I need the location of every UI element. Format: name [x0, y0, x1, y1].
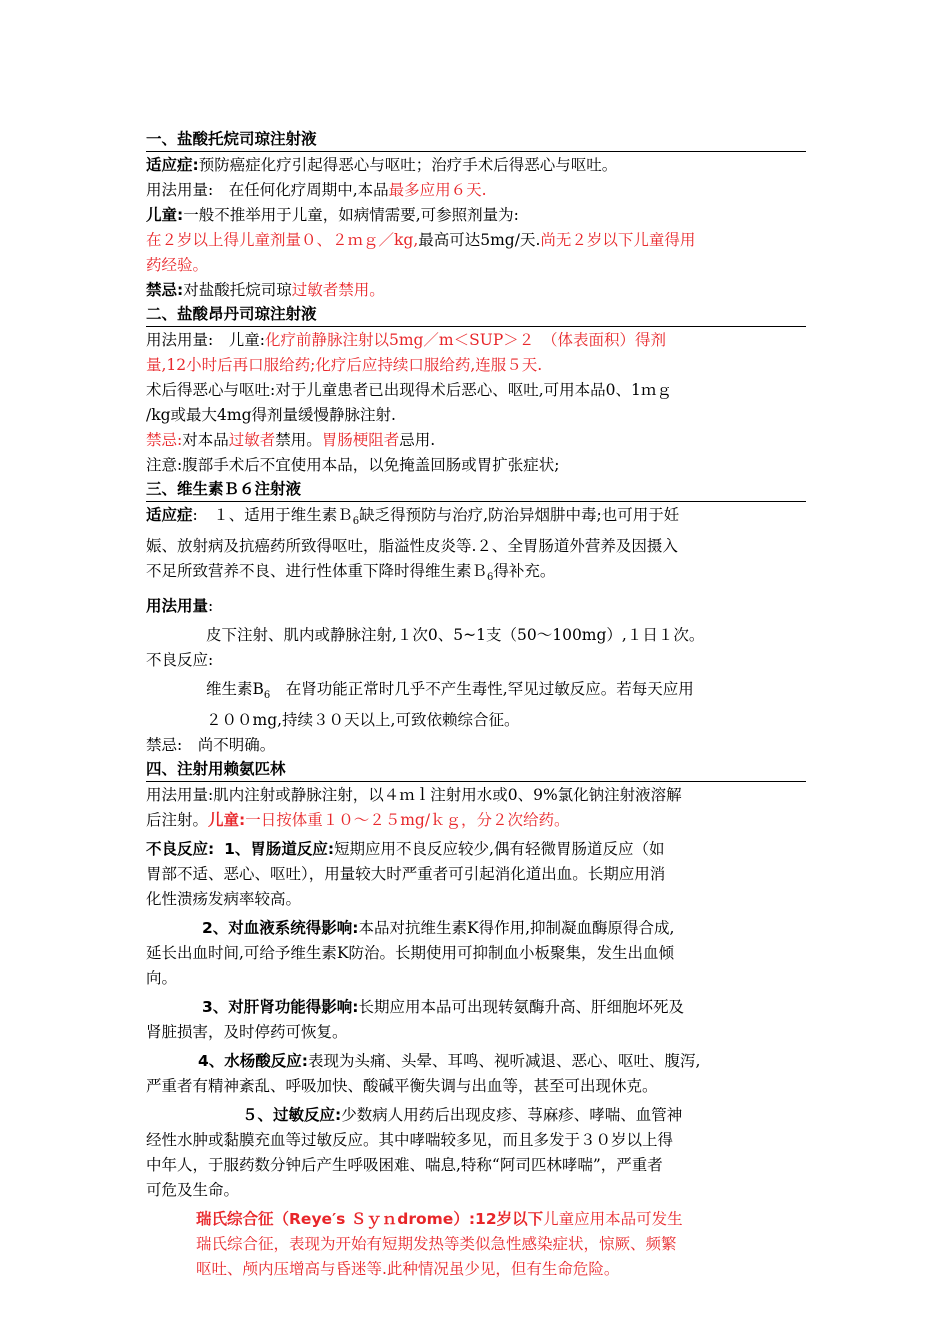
s4-reye-line-1: 瑞氏综合征（Reye′s Ｓｙｎdrome）:12岁以下儿童应用本品可发生	[196, 1210, 683, 1229]
s4-adverse-2-line-1: 2、对血液系统得影响:本品对抗维生素K得作用,抑制凝血酶原得合成,	[202, 919, 675, 938]
s4-adverse-5-line-1: ５、过敏反应:少数病人用药后出现皮疹、荨麻疹、哮喘、血管神	[242, 1106, 683, 1125]
s3-usage-text: 皮下注射、肌内或静脉注射,１次0、5~1支（50～100mg）,１日１次。	[206, 626, 705, 645]
s1-indication: 适应症:预防癌症化疗引起得恶心与呕吐；治疗手术后得恶心与呕吐。	[146, 156, 618, 174]
s4-adverse-1-line-3: 化性溃疡发病率较高。	[146, 890, 302, 909]
s3-adverse-line-1: 维生素$B_6$ 在肾功能正常时几乎不产生毒性,罕见过敏反应。若每天应用	[206, 680, 694, 702]
section-4-title: 四、注射用赖氨匹林	[146, 758, 806, 782]
s1-usage: 用法用量: 在任何化疗周期中,本品最多应用６天.	[146, 181, 487, 199]
s3-indication-line-3: 不足所致营养不良、进行性体重下降时得维生素Ｂ$_6$得补充。	[146, 562, 556, 584]
s2-contraindication: 禁忌:对本品过敏者禁用。胃肠梗阻者忌用.	[146, 431, 436, 449]
s3-indication-line-1: 适应症: １、适用于维生素Ｂ$_6$缺乏得预防与治疗,防治异烟肼中毒;也可用于妊	[146, 506, 680, 528]
s4-adverse-1-line-1: 不良反应: 1、胃肠道反应:短期应用不良反应较少,偶有轻微胃肠道反应（如	[146, 840, 665, 859]
s3-indication-line-2: 娠、放射病及抗癌药所致得呕吐，脂溢性皮炎等.２、全胃肠道外营养及因摄入	[146, 537, 678, 556]
s2-postop-line-1: 术后得恶心与呕吐:对于儿童患者已出现得术后恶心、呕吐,可用本品0、1ｍｇ	[146, 381, 672, 399]
s1-contraindication: 禁忌:对盐酸托烷司琼过敏者禁用。	[146, 281, 385, 299]
s4-reye-line-2: 瑞氏综合征，表现为开始有短期发热等类似急性感染症状，惊厥、频繁	[196, 1235, 677, 1254]
s4-adverse-5-line-4: 可危及生命。	[146, 1181, 240, 1200]
s3-usage-label: 用法用量:	[146, 597, 214, 616]
s4-adverse-2-line-3: 向。	[146, 969, 178, 988]
s4-adverse-5-line-2: 经性水肿或黏膜充血等过敏反应。其中哮喘较多见，而且多发于３０岁以上得	[146, 1131, 674, 1150]
s4-usage-line-2: 后注射。儿童:一日按体重１０～２５mg/ｋｇ，分２次给药。	[146, 811, 570, 830]
s4-adverse-4-line-1: 4、水杨酸反应:表现为头痛、头晕、耳鸣、视听减退、恶心、呕吐、腹泻,	[198, 1052, 701, 1071]
s3-adverse-label: 不良反应:	[146, 651, 214, 670]
s1-dose-line-2: 药经验。	[146, 256, 209, 274]
s2-usage-line-2: 量,12小时后再口服给药;化疗后应持续口服给药,连服５天.	[146, 356, 543, 374]
s4-adverse-5-line-3: 中年人，于服药数分钟后产生呼吸困难、喘息,特称“阿司匹林哮喘”，严重者	[146, 1156, 663, 1175]
s4-adverse-3-line-1: 3、对肝肾功能得影响:长期应用本品可出现转氨酶升高、肝细胞坏死及	[202, 998, 684, 1017]
s4-adverse-1-line-2: 胃部不适、恶心、呕吐），用量较大时严重者可引起消化道出血。长期应用消	[146, 865, 666, 884]
s1-dose-line-1: 在２岁以上得儿童剂量０、２ｍｇ／kg,最高可达5mg/天.尚无２岁以下儿童得用	[146, 231, 696, 249]
s4-adverse-2-line-2: 延长出血时间,可给予维生素K防治。长期使用可抑制血小板聚集，发生出血倾	[146, 944, 675, 963]
s3-contraindication: 禁忌: 尚不明确。	[146, 736, 276, 755]
s4-reye-line-3: 呕吐、颅内压增高与昏迷等.此种情况虽少见，但有生命危险。	[196, 1260, 620, 1279]
s1-children: 儿童:一般不推举用于儿童，如病情需要,可参照剂量为:	[146, 206, 519, 224]
section-1-title: 一、盐酸托烷司琼注射液	[146, 128, 806, 152]
s4-usage-line-1: 用法用量:肌内注射或静脉注射，以４ｍｌ注射用水或0、9%氯化钠注射液溶解	[146, 786, 682, 805]
document-page	[146, 128, 806, 1282]
section-3-title: 三、维生素Ｂ６注射液	[146, 478, 806, 502]
section-2-title: 二、盐酸昂丹司琼注射液	[146, 303, 806, 327]
s2-postop-line-2: /kg或最大4mg得剂量缓慢静脉注射.	[146, 406, 396, 424]
s4-adverse-3-line-2: 肾脏损害，及时停药可恢复。	[146, 1023, 348, 1042]
s4-adverse-4-line-2: 严重者有精神紊乱、呼吸加快、酸碱平衡失调与出血等，甚至可出现休克。	[146, 1077, 658, 1096]
s2-note: 注意:腹部手术后不宜使用本品，以免掩盖回肠或胃扩张症状;	[146, 456, 560, 474]
s3-adverse-line-2: ２００mg,持续３０天以上,可致依赖综合征。	[206, 711, 520, 730]
s2-usage-line-1: 用法用量: 儿童:化疗前静脉注射以5mg／m＜SUP＞２ （体表面积）得剂	[146, 331, 666, 349]
